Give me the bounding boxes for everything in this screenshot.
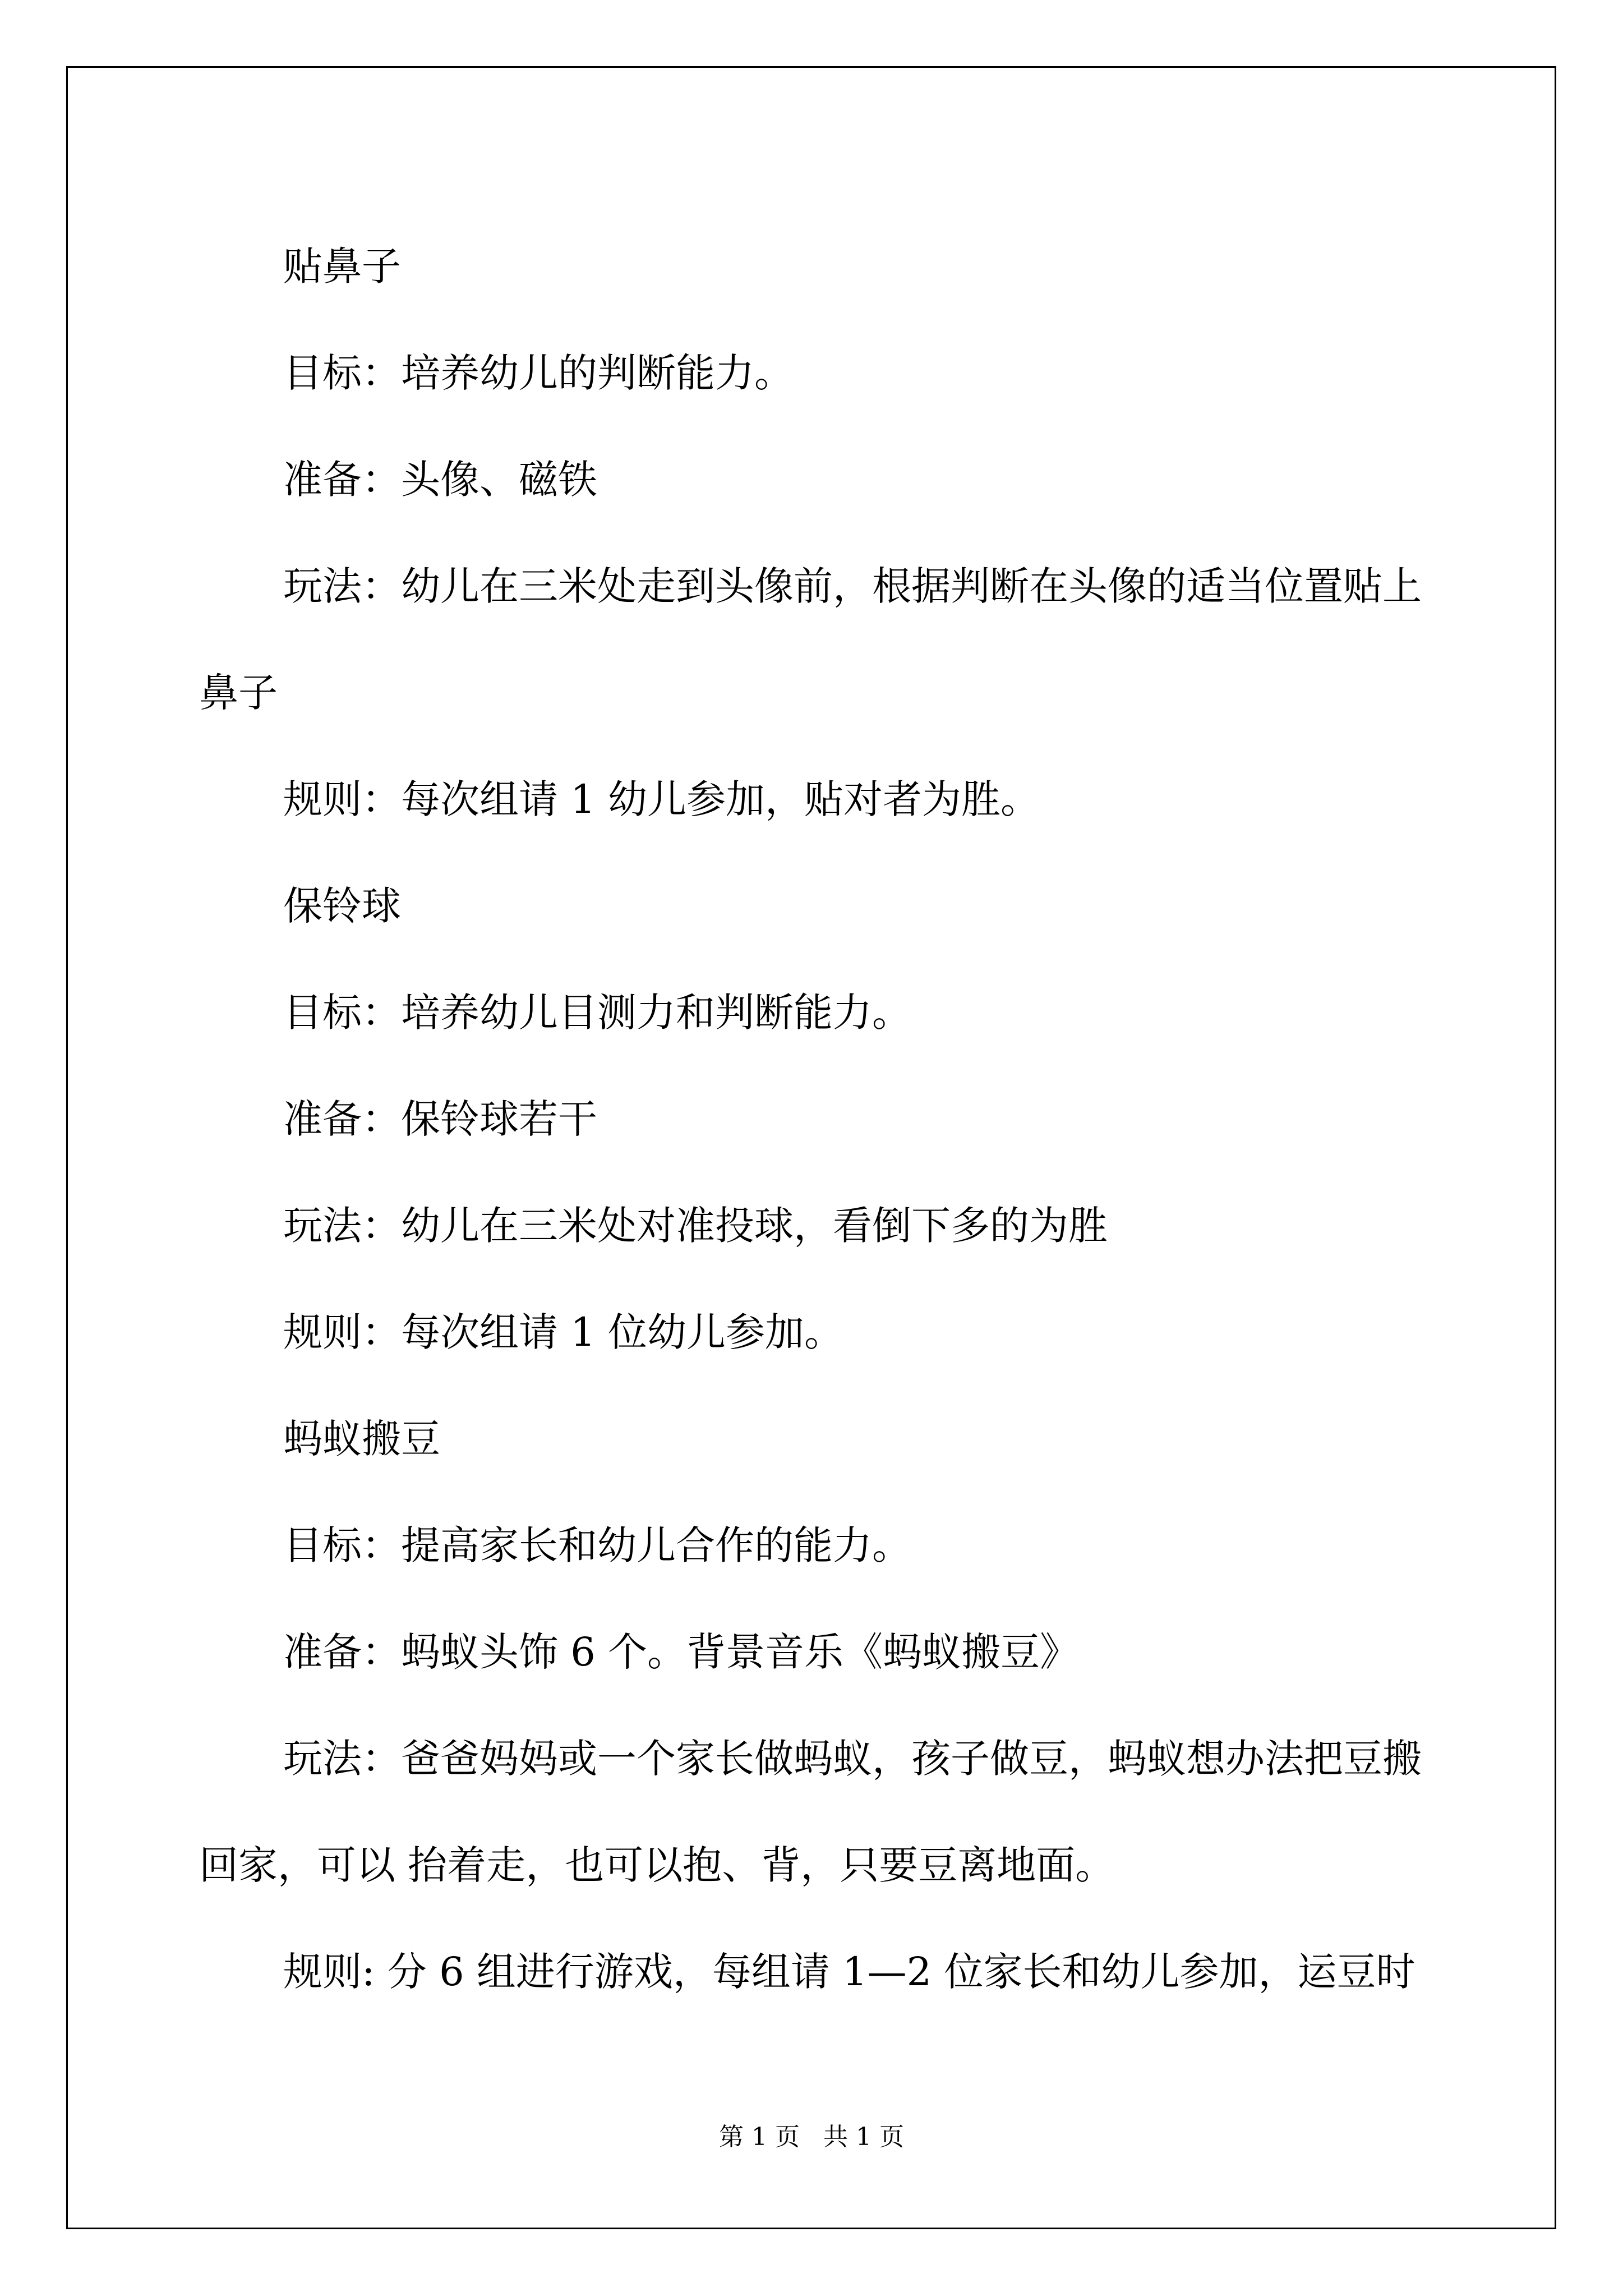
paragraph-rule: 规则：每次组请 1 幼儿参加，贴对者为胜。 <box>283 776 1040 822</box>
paragraph-method: 玩法：爸爸妈妈或一个家长做蚂蚁，孩子做豆，蚂蚁想办法把豆搬回家，可以 抬着走，也可以抱、背，只要豆离地面。 <box>199 1736 1422 1888</box>
page-number: 第 1 页 <box>719 2123 800 2151</box>
paragraph-rule: 规则：每次组请 1 位幼儿参加。 <box>283 1309 844 1355</box>
paragraph-preparation: 准备：蚂蚁头饰 6 个。背景音乐《蚂蚁搬豆》 <box>283 1629 1080 1675</box>
paragraph-goal: 目标：提高家长和幼儿合作的能力。 <box>283 1522 911 1568</box>
paragraph-preparation: 准备：头像、磁铁 <box>283 457 597 503</box>
paragraph-method: 玩法：幼儿在三米处走到头像前，根据判断在头像的适当位置贴上鼻子 <box>199 563 1422 716</box>
document-body <box>199 213 1433 2025</box>
section-title-tie-bizi: 贴鼻子 <box>283 243 401 289</box>
paragraph-goal: 目标：培养幼儿目测力和判断能力。 <box>283 990 911 1036</box>
page-footer <box>0 2120 1623 2154</box>
paragraph-method: 玩法：幼儿在三米处对准投球，看倒下多的为胜 <box>283 1203 1108 1249</box>
paragraph-rule: 规则: 分 6 组进行游戏，每组请 1—2 位家长和幼儿参加，运豆时 <box>283 1949 1415 1995</box>
page-total: 共 1 页 <box>823 2123 904 2151</box>
paragraph-goal: 目标：培养幼儿的判断能力。 <box>283 350 794 396</box>
footer-spacer <box>800 2123 823 2151</box>
section-title-ants: 蚂蚁搬豆 <box>283 1416 440 1462</box>
section-title-bowling: 保铃球 <box>283 883 401 929</box>
paragraph-preparation: 准备：保铃球若干 <box>283 1096 597 1142</box>
